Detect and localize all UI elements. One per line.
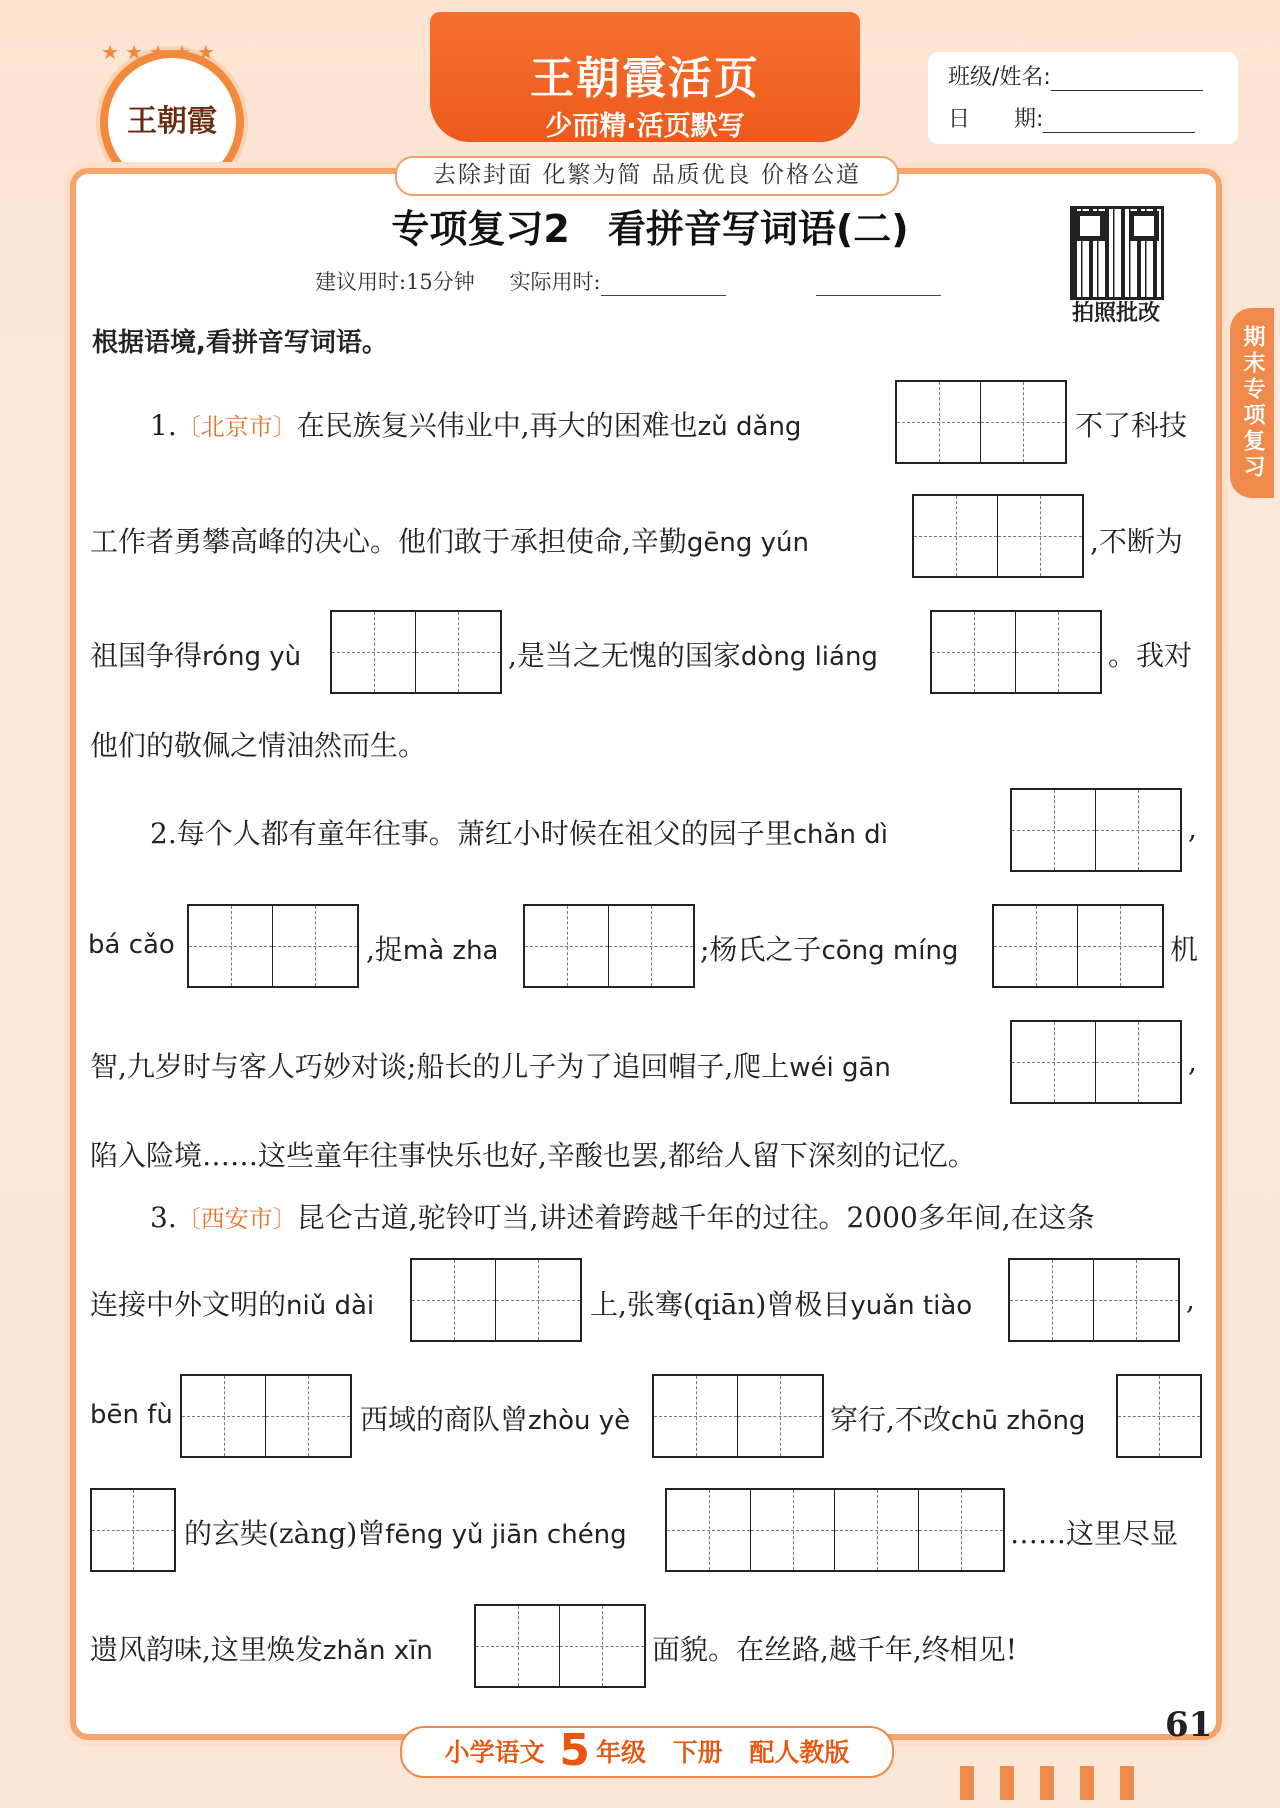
answer-box[interactable] — [330, 610, 502, 694]
q1-line-1 — [150, 404, 801, 444]
pinyin: fēng yǔ jiān chéng — [385, 1520, 627, 1550]
page-title: 专项复习2 看拼音写词语(二) — [391, 207, 909, 251]
decor-bar — [960, 1766, 974, 1800]
q3-text: 穿行,不改 — [830, 1403, 951, 1436]
page-number: 61 — [1165, 1705, 1213, 1745]
q1-text: 。我对 — [1108, 639, 1193, 672]
q3-line-2a — [90, 1283, 374, 1323]
pinyin: wéi gān — [789, 1053, 891, 1083]
date-row[interactable] — [948, 102, 1195, 133]
q2-text: 智,九岁时与客人巧妙对谈;船长的儿子为了追回帽子,爬上 — [90, 1050, 790, 1083]
q1-number: 1. — [150, 409, 177, 442]
q3-text: 昆仑古道,驼铃叮当,讲述着跨越千年的过往。2000多年间,在这条 — [296, 1201, 1095, 1234]
answer-box[interactable] — [180, 1374, 352, 1458]
date-label: 日 期: — [948, 107, 1044, 132]
q3-text: ……这里尽显 — [1010, 1517, 1179, 1550]
q3-region: 〔西安市〕 — [176, 1205, 297, 1233]
q1-text: 在民族复兴伟业中,再大的困难也 — [296, 409, 698, 442]
decor-bar — [1040, 1766, 1054, 1800]
qr-code-icon[interactable] — [1070, 206, 1164, 300]
q3-text: 遗风韵味,这里焕发 — [90, 1633, 323, 1666]
footer-volume: 下册 — [672, 1738, 723, 1767]
side-tab: 期末专项复习 — [1230, 308, 1274, 498]
pinyin: gēng yún — [686, 528, 809, 558]
q3-line-2b — [590, 1283, 972, 1323]
q2-text: 陷入险境……这些童年往事快乐也好,辛酸也罢,都给人留下深刻的记忆。 — [90, 1139, 976, 1172]
q1-line-3a — [90, 634, 301, 674]
q1-region: 〔北京市〕 — [176, 413, 297, 441]
q2-text: 机 — [1170, 933, 1199, 966]
instruction: 根据语境,看拼音写词语。 — [92, 328, 388, 358]
q1-text: 不了科技 — [1075, 409, 1188, 442]
answer-box[interactable] — [665, 1488, 1005, 1572]
banner-title: 王朝霞活页 — [530, 53, 760, 104]
pinyin: róng yù — [202, 642, 302, 672]
answer-box[interactable] — [187, 904, 359, 988]
q1-line-2 — [90, 520, 809, 560]
student-info-card — [928, 52, 1238, 144]
q1-text: 他们的敬佩之情油然而生。 — [90, 729, 427, 762]
q3-number: 3. — [150, 1201, 177, 1234]
answer-box[interactable] — [895, 380, 1067, 464]
q3-text: 连接中外文明的 — [90, 1288, 287, 1321]
q3-text: 上,张骞(qiān)曾极目 — [590, 1288, 851, 1321]
q3-text: 的玄奘(zàng)曾 — [184, 1517, 386, 1550]
answer-box[interactable] — [1010, 788, 1182, 872]
class-name-field[interactable] — [1051, 68, 1203, 91]
answer-box[interactable] — [410, 1258, 582, 1342]
pinyin: chǎn dì — [792, 820, 888, 850]
answer-box[interactable] — [652, 1374, 824, 1458]
footer-grade-unit: 年级 — [595, 1738, 646, 1767]
decor-bar — [1120, 1766, 1134, 1800]
q1-line-3b — [508, 634, 878, 674]
pinyin: mà zha — [402, 936, 499, 966]
slogan: 去除封面 化繁为简 品质优良 价格公道 — [395, 156, 899, 196]
footer-label — [400, 1726, 894, 1778]
pinyin: zhǎn xīn — [322, 1636, 433, 1666]
class-name-row[interactable] — [948, 60, 1203, 91]
answer-box[interactable] — [1116, 1374, 1202, 1458]
actual-time-field[interactable] — [601, 277, 726, 296]
answer-box[interactable] — [474, 1604, 646, 1688]
date-field[interactable] — [1043, 110, 1195, 133]
q2-line-1 — [150, 812, 888, 852]
q2-text: 每个人都有童年往事。萧红小时候在祖父的园子里 — [176, 817, 793, 850]
pinyin: zhòu yè — [528, 1406, 631, 1436]
q3-line-3a — [360, 1398, 630, 1438]
answer-box[interactable] — [90, 1488, 176, 1572]
q1-text: 祖国争得 — [90, 639, 203, 672]
answer-box[interactable] — [1010, 1020, 1182, 1104]
footer-edition: 配人教版 — [749, 1738, 850, 1767]
pinyin: dòng liáng — [740, 642, 878, 672]
q3-text: 西域的商队曾 — [360, 1403, 529, 1436]
q2-text: ;杨氏之子 — [700, 933, 822, 966]
answer-box[interactable] — [523, 904, 695, 988]
q2-text: , — [1188, 812, 1197, 845]
header-banner — [430, 12, 860, 142]
pinyin: chū zhōng — [950, 1406, 1086, 1436]
pinyin: cōng míng — [821, 936, 959, 966]
q3-text: 面貌。在丝路,越千年,终相见! — [652, 1633, 1018, 1666]
q3-line-4a — [184, 1512, 627, 1552]
footer-grade: 5 — [559, 1725, 590, 1776]
q1-text: 工作者勇攀高峰的决心。他们敢于承担使命,辛勤 — [90, 525, 687, 558]
pinyin: bá cǎo — [88, 930, 175, 960]
star-icon: ★★★★★ — [101, 40, 221, 64]
q2-text: ,捉 — [366, 933, 403, 966]
class-name-label: 班级/姓名: — [948, 65, 1051, 90]
q2-text: , — [1188, 1045, 1197, 1078]
timing-row — [315, 266, 1031, 296]
answer-box[interactable] — [912, 494, 1084, 578]
logo-text: 王朝霞 — [127, 104, 217, 139]
answer-box[interactable] — [1008, 1258, 1180, 1342]
q3-line-3b — [830, 1398, 1085, 1438]
q3-line-1 — [150, 1196, 1095, 1236]
q1-text: ,不断为 — [1090, 525, 1183, 558]
banner-subtitle: 少而精·活页默写 — [545, 111, 745, 142]
q1-text: ,是当之无愧的国家 — [508, 639, 741, 672]
q2-line-2b — [700, 928, 958, 968]
footer-subject: 小学语文 — [444, 1738, 545, 1767]
q2-line-3 — [90, 1045, 891, 1085]
extra-line — [816, 277, 941, 296]
answer-box[interactable] — [992, 904, 1164, 988]
q2-line-2a — [366, 928, 499, 968]
decor-bar — [1000, 1766, 1014, 1800]
qr-label: 拍照批改 — [1071, 301, 1160, 326]
pinyin: niǔ dài — [286, 1291, 375, 1321]
q3-text: , — [1186, 1283, 1195, 1316]
actual-time-label: 实际用时: — [509, 270, 601, 294]
q3-line-5a — [90, 1628, 433, 1668]
pinyin: yuǎn tiào — [850, 1291, 973, 1321]
answer-box[interactable] — [930, 610, 1102, 694]
q2-number: 2. — [150, 817, 177, 850]
decor-bar — [1080, 1766, 1094, 1800]
suggested-time: 建议用时:15分钟 — [315, 270, 475, 294]
pinyin: bēn fù — [90, 1400, 173, 1430]
pinyin: zǔ dǎng — [697, 412, 802, 442]
